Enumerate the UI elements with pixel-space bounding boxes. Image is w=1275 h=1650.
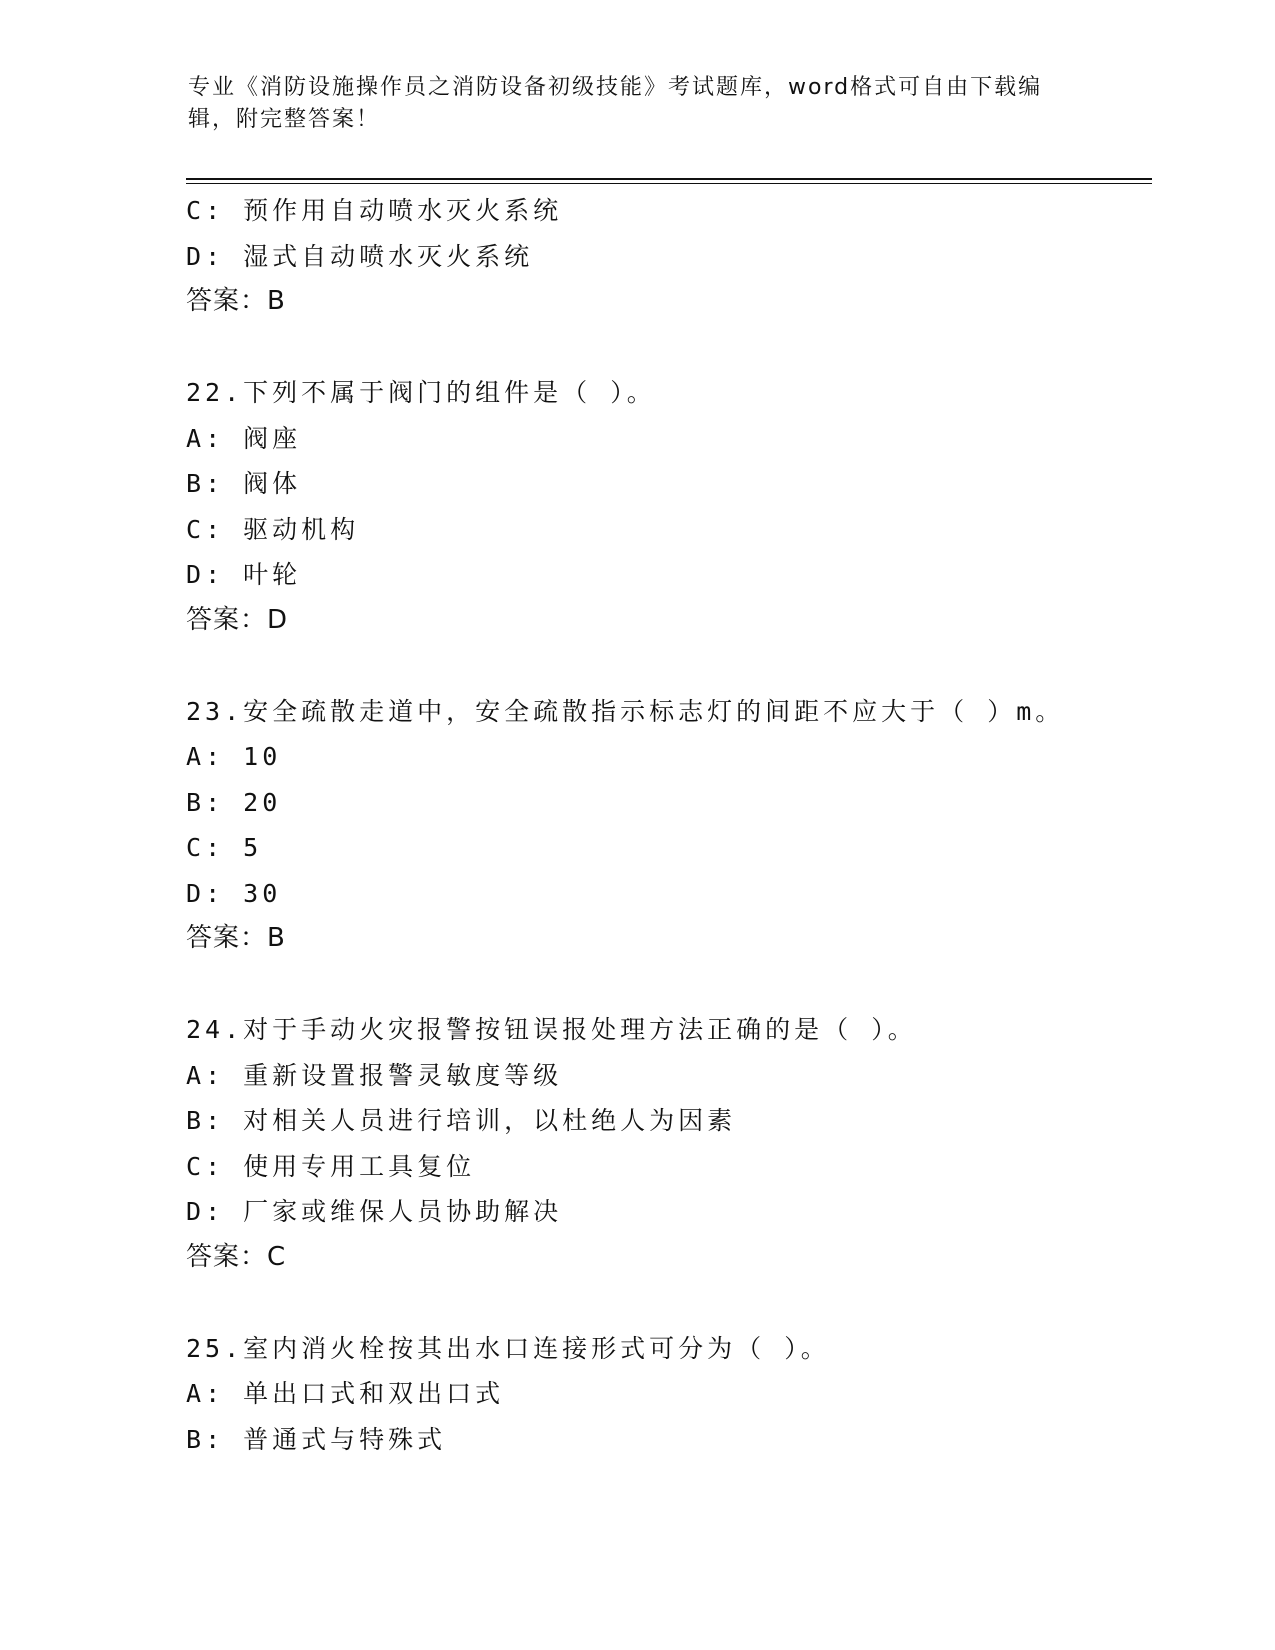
question-stem: 23.安全疏散走道中，安全疏散指示标志灯的间距不应大于（ ）m。 xyxy=(186,696,1065,726)
spacer xyxy=(186,962,1152,1008)
answer-line: 答案：B xyxy=(186,923,286,953)
question-22 xyxy=(186,370,1152,643)
question-stem: 24.对于手动火灾报警按钮误报处理方法正确的是（ ）。 xyxy=(186,1015,917,1044)
option-d: D: 叶轮 xyxy=(186,560,302,589)
question-23 xyxy=(186,689,1152,962)
question-stem: 22.下列不属于阀门的组件是（ ）。 xyxy=(186,378,656,407)
answer-line: 答案：D xyxy=(186,604,289,635)
option-d: D: 湿式自动喷水灭火系统 xyxy=(186,241,534,271)
header-rule-thin xyxy=(186,183,1152,184)
option-a: A: 10 xyxy=(186,742,282,771)
spacer xyxy=(186,325,1152,371)
question-25 xyxy=(186,1326,1152,1463)
question-stem: 25.室内消火栓按其出水口连接形式可分为（ ）。 xyxy=(186,1333,830,1363)
option-c: C: 使用专用工具复位 xyxy=(186,1151,476,1181)
option-d: D: 厂家或维保人员协助解决 xyxy=(186,1197,563,1226)
option-a: A: 重新设置报警灵敏度等级 xyxy=(186,1060,563,1090)
question-24 xyxy=(186,1007,1152,1280)
answer-line: 答案：B xyxy=(186,286,286,316)
answer-line: 答案：C xyxy=(186,1241,287,1272)
option-b: B: 普通式与特殊式 xyxy=(186,1424,447,1454)
question-list xyxy=(186,188,1152,1462)
option-b: B: 对相关人员进行培训，以杜绝人为因素 xyxy=(186,1106,737,1135)
header-rule-thick xyxy=(186,178,1152,180)
option-b: B: 20 xyxy=(186,787,282,817)
question-21 xyxy=(186,188,1152,325)
option-c: C: 驱动机构 xyxy=(186,514,360,544)
option-d: D: 30 xyxy=(186,878,282,908)
option-a: A: 阀座 xyxy=(186,423,302,453)
option-a: A: 单出口式和双出口式 xyxy=(186,1379,505,1408)
option-b: B: 阀体 xyxy=(186,469,302,498)
spacer xyxy=(186,1280,1152,1326)
document-header: 专业《消防设施操作员之消防设备初级技能》考试题库，word格式可自由下载编辑，附完整答案！ xyxy=(188,75,1043,132)
option-c: C: 预作用自动喷水灭火系统 xyxy=(186,196,563,225)
option-c: C: 5 xyxy=(186,833,263,862)
spacer xyxy=(186,643,1152,689)
